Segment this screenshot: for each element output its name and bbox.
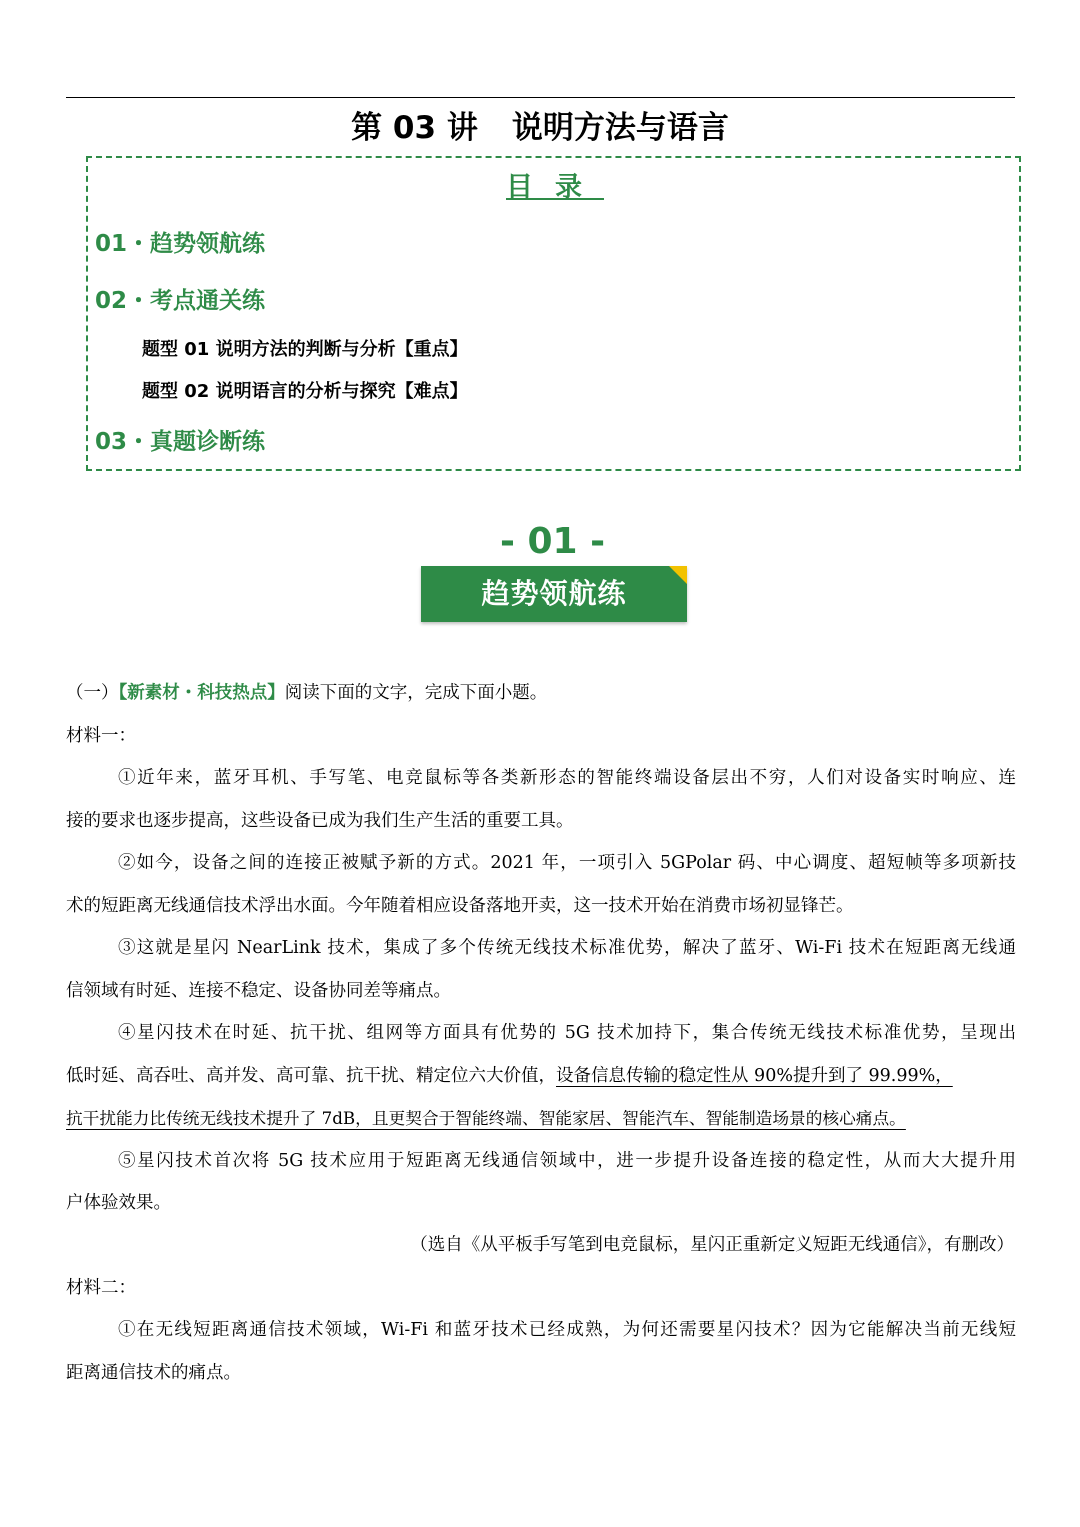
paragraph-line: ②如今，设备之间的连接正被赋予新的方式。2021 年，一项引入 5GPolar 码、中心调度、超短帧等多项新技 (118, 853, 1016, 873)
paragraph-line: 距离通信技术的痛点。 (66, 1363, 241, 1383)
paragraph-line: ⑤星闪技术首次将 5G 技术应用于短距离无线通信领域中，进一步提升设备连接的稳定性，从而大大提升用 (118, 1151, 1016, 1171)
paragraph-line: 户体验效果。 (66, 1193, 171, 1213)
lecture-number: 第 03 讲 (351, 110, 478, 146)
underlined-line: 抗干扰能力比传统无线技术提升了 7dB，且更契合于智能终端、智能家居、智能汽车、智能制造场景的核心痛点。 (66, 1108, 906, 1128)
intro-tag: 【新素材・科技热点】 (118, 683, 285, 703)
paragraph-line: 术的短距离无线通信技术浮出水面。今年随着相应设备落地开卖，这一技术开始在消费市场初显锋芒。 (66, 896, 854, 916)
toc-subitem-02[interactable]: 题型 02 说明语言的分析与探究【难点】 (142, 381, 468, 402)
material1-label: 材料一： (66, 726, 136, 746)
paragraph-line: ①近年来，蓝牙耳机、手写笔、电竞鼠标等各类新形态的智能终端设备层出不穷，人们对设备实时响应、连 (118, 768, 1016, 788)
page-title (0, 104, 1080, 152)
paragraph-line: 信领域有时延、连接不稳定、设备协同差等痛点。 (66, 981, 451, 1001)
toc-subitem-01[interactable]: 题型 01 说明方法的判断与分析【重点】 (142, 339, 468, 360)
toc-item-01[interactable]: 01・趋势领航练 (95, 231, 266, 257)
section-banner (421, 566, 687, 622)
intro-line (66, 672, 1016, 715)
underlined-sentence: 设备信息传输的稳定性从 90%提升到了 99.99%， (556, 1066, 953, 1086)
lecture-topic: 说明方法与语言 (511, 110, 729, 146)
paragraph-line: ①在无线短距离通信技术领域，Wi-Fi 和蓝牙技术已经成熟，为何还需要星闪技术？因为它能解决当前无线短 (118, 1320, 1016, 1340)
intro-text: 阅读下面的文字，完成下面小题。 (284, 683, 548, 703)
paragraph-line: ④星闪技术在时延、抗干扰、组网等方面具有优势的 5G 技术加持下，集合传统无线技术标准优势，呈现出 (118, 1023, 1016, 1043)
banner-corner-accent (669, 566, 687, 584)
source-citation: （选自《从平板手写笔到电竞鼠标，星闪正重新定义短距无线通信》，有删改） (410, 1235, 1014, 1255)
paragraph-line (66, 1055, 1016, 1098)
toc-item-03[interactable]: 03・真题诊断练 (95, 429, 266, 455)
intro-prefix: （一） (66, 683, 119, 703)
section-number: - 01 - (499, 521, 606, 562)
material2-label: 材料二： (66, 1278, 136, 1298)
paragraph-line: 接的要求也逐步提高，这些设备已成为我们生产生活的重要工具。 (66, 811, 574, 831)
toc-heading: 目录 (506, 172, 604, 203)
header-rule (66, 97, 1015, 98)
section-banner-label: 趋势领航练 (481, 577, 627, 610)
paragraph-text: 低时延、高吞吐、高并发、高可靠、抗干扰、精定位六大价值， (66, 1066, 556, 1086)
toc-item-02[interactable]: 02・考点通关练 (95, 288, 266, 314)
paragraph-line: ③这就是星闪 NearLink 技术，集成了多个传统无线技术标准优势，解决了蓝牙、Wi-Fi 技术在短距离无线通 (118, 938, 1016, 958)
